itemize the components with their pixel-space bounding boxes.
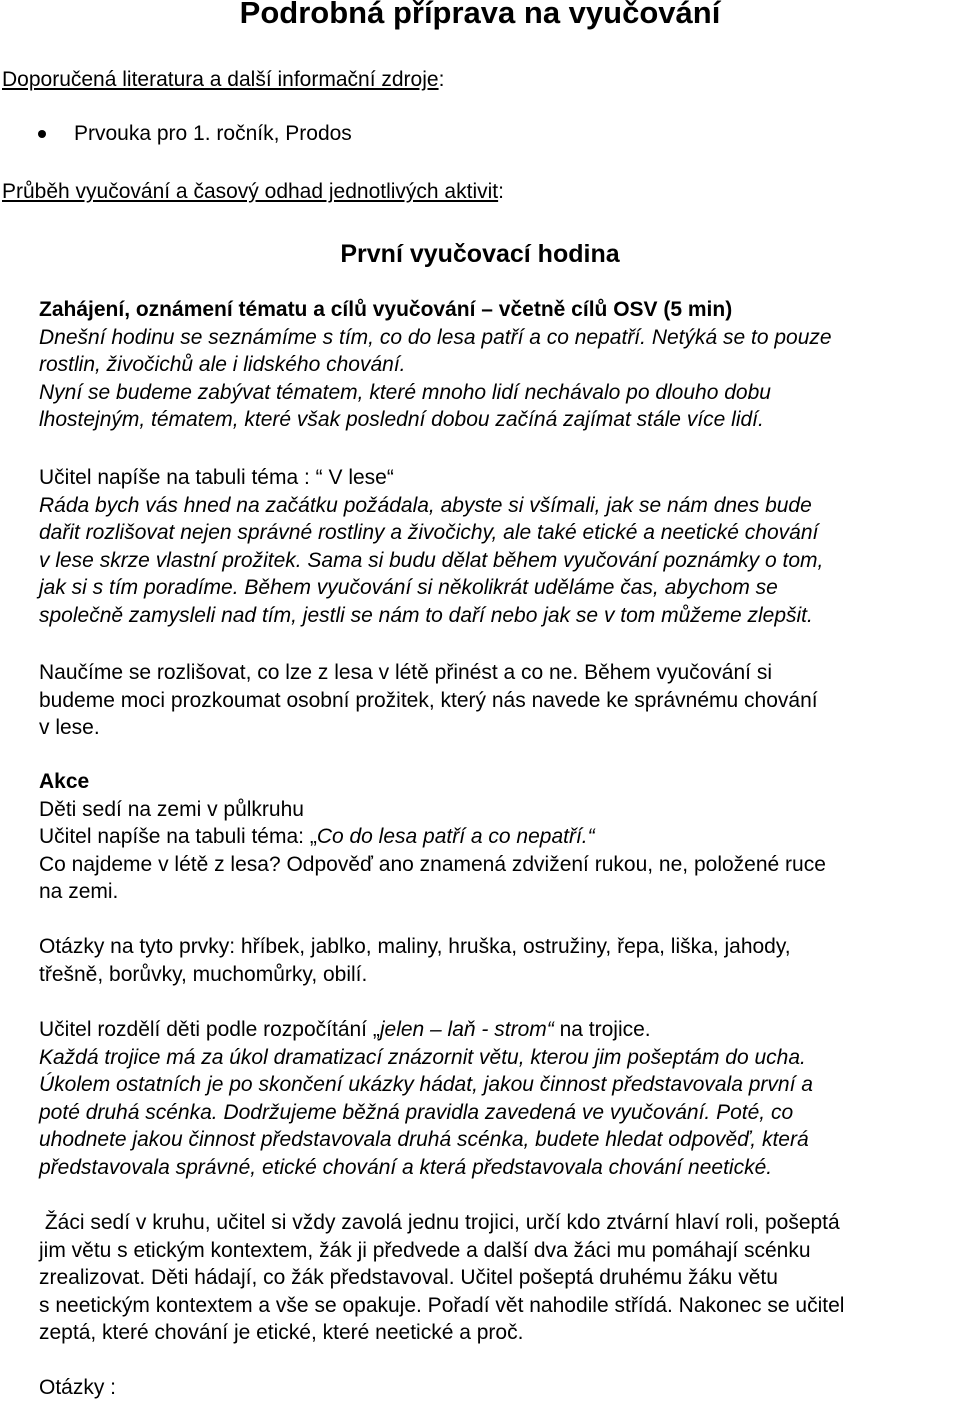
- course-heading-row: [2, 180, 504, 204]
- intro-heading: Zahájení, oznámení tématu a cílů vyučování – včetně cílů OSV (5 min): [39, 298, 733, 321]
- goal-line: v lese.: [39, 716, 100, 739]
- action-line: Děti sedí na zemi v půlkruhu: [39, 797, 304, 821]
- board-section: [39, 464, 954, 629]
- course-colon: :: [498, 180, 504, 203]
- groups-section: [39, 1016, 954, 1181]
- action-topic-line: [39, 823, 954, 851]
- bullet-icon: [38, 130, 46, 138]
- items-questions-section: [39, 933, 954, 988]
- board-line: jak si s tím poradíme. Během vyučování si několikrát uděláme čas, abychom se: [39, 576, 778, 599]
- intro-line: rostlin, živočichů ale i lidského chování.: [39, 353, 406, 376]
- board-topic-line: Učitel napíše na tabuli téma : “ V lese“: [39, 466, 394, 489]
- lesson-title: První vyučovací hodina: [340, 240, 620, 268]
- groups-suffix: na trojice.: [553, 1018, 651, 1041]
- board-line: dařit rozlišovat nejen správné rostliny a živočichy, ale také etické a neetické chování: [39, 521, 819, 544]
- intro-section: [39, 296, 954, 434]
- board-line: společně zamysleli nad tím, jestli se nám to daří nebo jak se v tom můžeme zlepšit.: [39, 603, 813, 627]
- literature-colon: :: [438, 68, 445, 91]
- groups-line: představovala správné, etické chování a která představovala chování neetické.: [39, 1155, 773, 1179]
- items-line: třešně, borůvky, muchomůrky, obilí.: [39, 962, 368, 986]
- circle-line: zeptá, které chování je etické, které neetické a proč.: [39, 1321, 524, 1344]
- page-title: Podrobná příprava na vyučování: [239, 0, 721, 30]
- groups-line: Každá trojice má za úkol dramatizací znázornit větu, kterou jim pošeptám do ucha.: [39, 1045, 806, 1069]
- literature-item-text: Prvouka pro 1. ročník, Prodos: [74, 122, 352, 145]
- goal-line: Naučíme se rozlišovat, co lze z lesa v létě přinést a co ne. Během vyučování si: [39, 661, 773, 684]
- action-line: na zemi.: [39, 880, 119, 903]
- course-heading: Průběh vyučování a časový odhad jednotlivých aktivit: [2, 180, 499, 203]
- circle-line: jim větu s etickým kontextem, žák ji předvede a další dva žáci mu pomáhají scénku: [39, 1238, 811, 1262]
- groups-prefix: Učitel rozdělí děti podle rozpočítání „: [39, 1018, 380, 1041]
- literature-heading: Doporučená literatura a další informační zdroje: [2, 68, 439, 91]
- board-line: Ráda bych vás hned na začátku požádala, abyste si všímali, jak se nám dnes bude: [39, 493, 812, 517]
- circle-line: s neetickým kontextem a vše se opakuje. Pořadí vět nahodile střídá. Nakonec se učitel: [39, 1293, 845, 1317]
- action-topic: Co do lesa patří a co nepatří.“: [316, 825, 595, 848]
- circle-section: [39, 1209, 954, 1347]
- goal-section: [39, 659, 954, 742]
- literature-list-item: [38, 122, 352, 146]
- items-line: Otázky na tyto prvky: hříbek, jablko, maliny, hruška, ostružiny, řepa, liška, jahody,: [39, 935, 791, 958]
- groups-line: uhodnete jakou činnost představovala druhá scénka, budete hledat odpověď, která: [39, 1128, 809, 1151]
- groups-line: Úkolem ostatních je po skončení ukázky hádat, jakou činnost představovala první a: [39, 1073, 813, 1096]
- action-line: Co najdeme v létě z lesa? Odpověď ano znamená zdvižení rukou, ne, položené ruce: [39, 852, 826, 876]
- groups-counting-rhyme: jelen – laň - strom“: [379, 1018, 554, 1041]
- circle-line: zrealizovat. Děti hádají, co žák představoval. Učitel pošeptá druhému žáku větu: [39, 1266, 778, 1289]
- action-topic-prefix: Učitel napíše na tabuli téma: „: [39, 825, 317, 848]
- board-line: v lese skrze vlastní prožitek. Sama si budu dělat během vyučování poznámky o tom,: [39, 548, 824, 572]
- intro-line: Nyní se budeme zabývat tématem, které mnoho lidí nechávalo po dlouho dobu: [39, 380, 771, 404]
- final-questions-label: Otázky :: [39, 1376, 117, 1399]
- intro-line: lhostejným, tématem, které však poslední dobou začíná zajímat stále více lidí.: [39, 408, 764, 431]
- action-section: [39, 768, 954, 906]
- circle-line: Žáci sedí v kruhu, učitel si vždy zavolá jednu trojici, určí kdo ztvární hlaví roli, pošeptá: [39, 1211, 840, 1234]
- intro-line: Dnešní hodinu se seznámíme s tím, co do lesa patří a co nepatří. Netýká se to pouze: [39, 325, 832, 349]
- groups-line: poté druhá scénka. Dodržujeme běžná pravidla zavedená ve vyučování. Poté, co: [39, 1100, 794, 1124]
- action-heading: Akce: [39, 770, 90, 793]
- groups-count-line: [39, 1016, 954, 1044]
- goal-line: budeme moci prozkoumat osobní prožitek, který nás navede ke správnému chování: [39, 688, 818, 712]
- literature-heading-row: [2, 68, 444, 92]
